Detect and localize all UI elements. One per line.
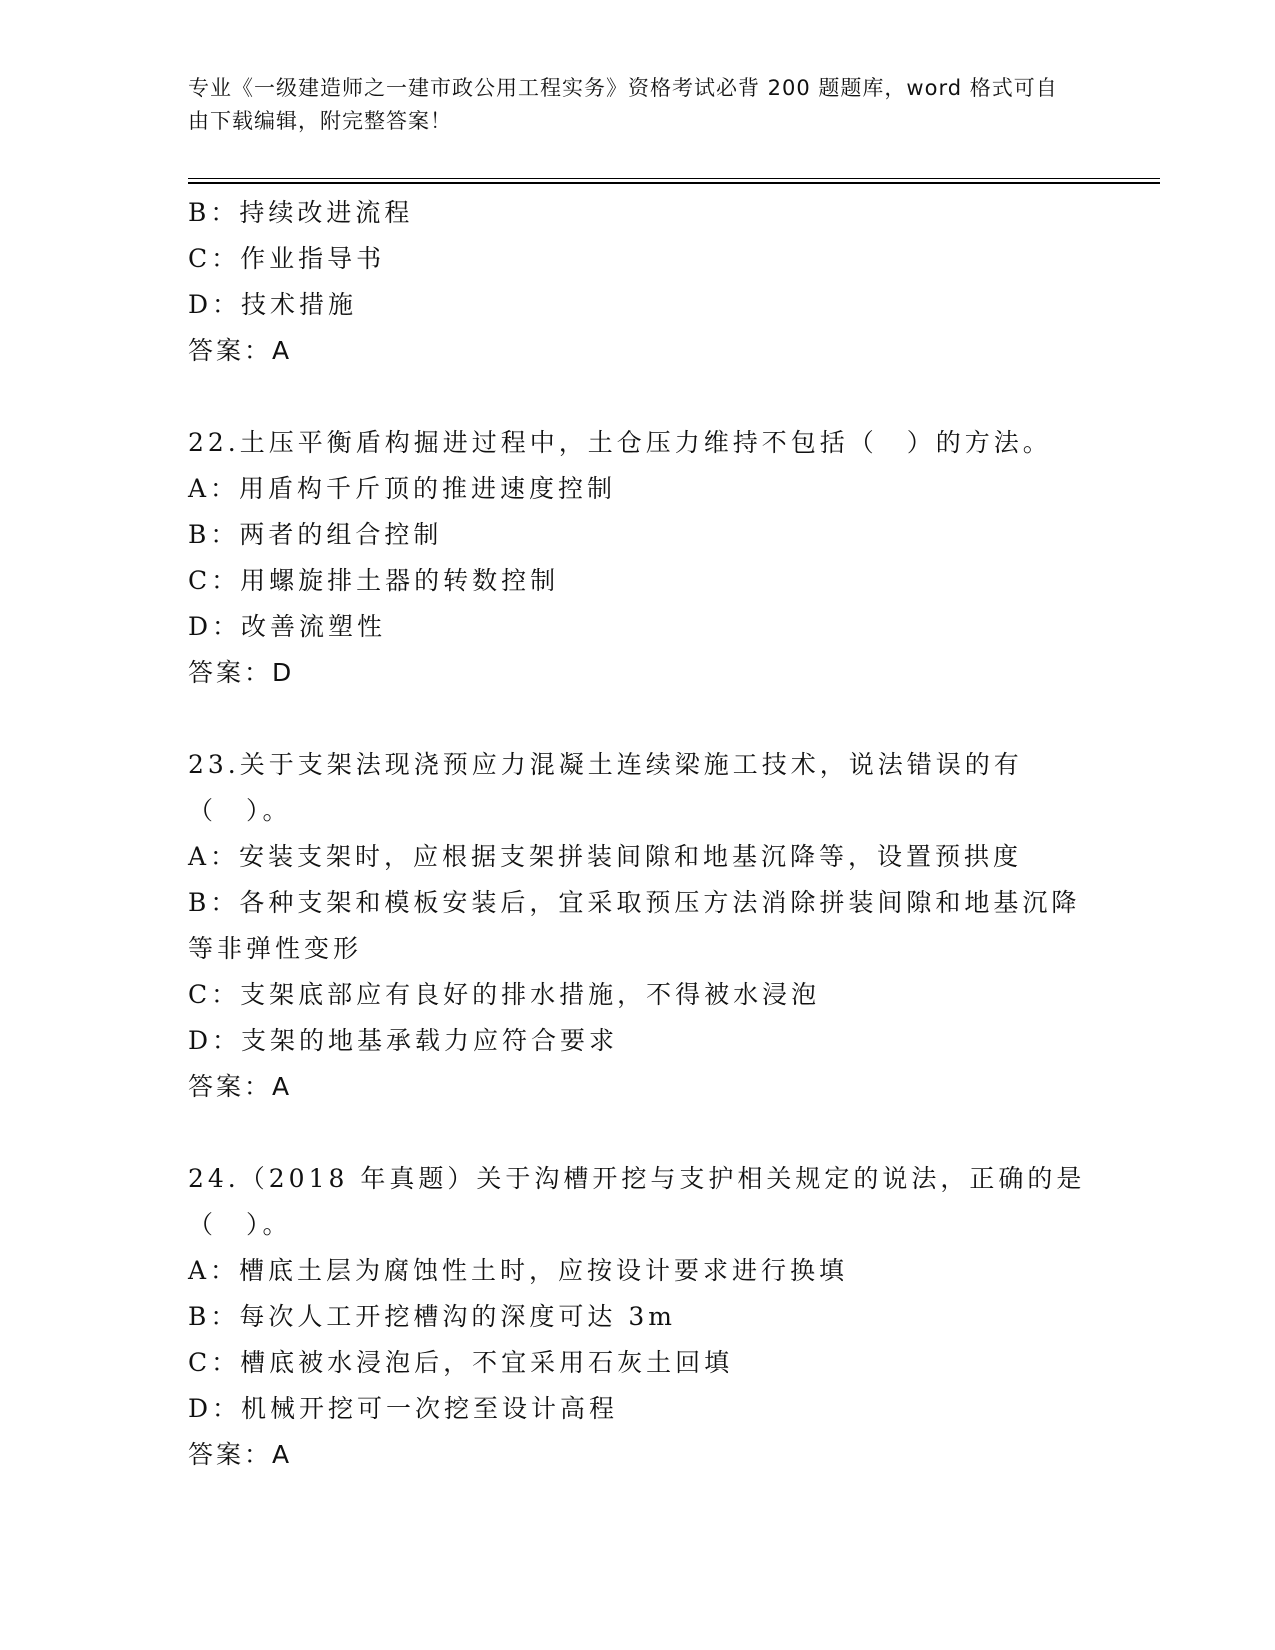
option-c: C：作业指导书	[188, 244, 386, 273]
option-c: C：槽底被水浸泡后，不宜采用石灰土回填	[188, 1348, 734, 1377]
answer-line: 答案：A	[188, 1072, 293, 1101]
option-d: D：支架的地基承载力应符合要求	[188, 1026, 619, 1055]
option-b: B：两者的组合控制	[188, 520, 443, 549]
question-24	[188, 1156, 1088, 1478]
document-body	[188, 190, 1088, 1478]
question-stem: 24.（2018 年真题）关于沟槽开挖与支护相关规定的说法，正确的是（ ）。	[188, 1164, 1086, 1239]
option-b: B：各种支架和模板安装后，宜采取预压方法消除拼装间隙和地基沉降等非弹性变形	[188, 888, 1081, 963]
continued-question	[188, 190, 1088, 374]
header-divider-thick	[188, 182, 1160, 184]
question-stem: 22.土压平衡盾构掘进过程中，土仓压力维持不包括（ ）的方法。	[188, 428, 1052, 457]
question-stem: 23.关于支架法现浇预应力混凝土连续梁施工技术，说法错误的有（ ）。	[188, 750, 1023, 825]
option-a: A：安装支架时，应根据支架拼装间隙和地基沉降等，设置预拱度	[188, 842, 1023, 871]
answer-line: 答案：A	[188, 336, 293, 365]
page-header	[188, 72, 1068, 138]
header-text: 专业《一级建造师之一建市政公用工程实务》资格考试必背 200 题题库，word 格式可自由下载编辑，附完整答案！	[188, 76, 1058, 133]
answer-line: 答案：D	[188, 658, 295, 687]
option-d: D：机械开挖可一次挖至设计高程	[188, 1394, 619, 1423]
question-23	[188, 742, 1088, 1110]
option-c: C：用螺旋排土器的转数控制	[188, 566, 560, 595]
option-d: D：改善流塑性	[188, 612, 387, 641]
question-22	[188, 420, 1088, 696]
option-d: D：技术措施	[188, 290, 358, 319]
header-divider	[188, 178, 1160, 179]
option-b: B：持续改进流程	[188, 198, 414, 227]
answer-line: 答案：A	[188, 1440, 293, 1469]
option-b: B：每次人工开挖槽沟的深度可达 3m	[188, 1302, 676, 1331]
option-c: C：支架底部应有良好的排水措施，不得被水浸泡	[188, 980, 821, 1009]
option-a: A：槽底土层为腐蚀性土时，应按设计要求进行换填	[188, 1256, 849, 1285]
option-a: A：用盾构千斤顶的推进速度控制	[188, 474, 617, 503]
